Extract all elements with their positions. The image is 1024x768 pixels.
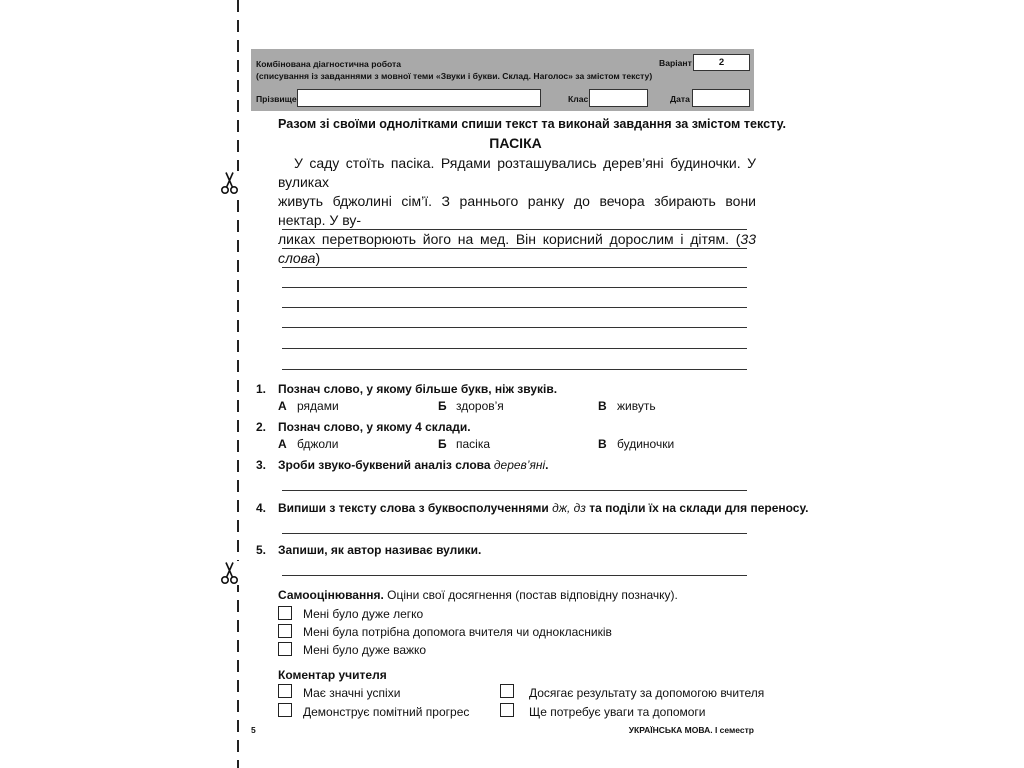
self-assessment-option: Мені було дуже важко xyxy=(303,643,427,657)
self-assessment-checkbox[interactable] xyxy=(278,606,292,620)
story-line: ликах перетворюють його на мед. Він корисний дорослим і дітям. xyxy=(278,231,730,247)
teacher-comment-checkbox[interactable] xyxy=(500,703,514,717)
class-field[interactable] xyxy=(589,89,648,107)
self-assessment-checkbox[interactable] xyxy=(278,624,292,638)
page-number: 5 xyxy=(251,725,256,735)
option-text[interactable]: здоров’я xyxy=(456,399,504,413)
option-text[interactable]: бджоли xyxy=(297,437,339,451)
surname-field[interactable] xyxy=(297,89,541,107)
writing-line[interactable] xyxy=(282,327,747,328)
writing-line[interactable] xyxy=(282,229,747,230)
option-text[interactable]: пасіка xyxy=(456,437,491,451)
teacher-comment-title: Коментар учителя xyxy=(278,668,387,682)
option-text[interactable]: живуть xyxy=(617,399,656,413)
header-title xyxy=(256,58,652,82)
scissors-icon xyxy=(220,561,240,585)
variant-value: 2 xyxy=(693,54,750,71)
word-count: 33 слова xyxy=(278,231,756,266)
teacher-comment-option: Демонструє помітний прогрес xyxy=(303,705,470,719)
self-assessment-title: Самооцінювання. xyxy=(278,588,384,602)
question-text: Запиши, як автор називає вулики. xyxy=(278,543,482,557)
question-number: 1. xyxy=(256,382,267,396)
question-text: Познач слово, у якому 4 склади. xyxy=(278,420,471,434)
story-line: У саду стоїть пасіка. Рядами розташувались дерев’яні будиночки. У вуликах xyxy=(278,155,756,190)
teacher-comment-checkbox[interactable] xyxy=(500,684,514,698)
writing-line[interactable] xyxy=(282,267,747,268)
question-text-main: Зроби звуко-буквений аналіз слова xyxy=(278,458,494,472)
self-assessment-option: Мені було дуже легко xyxy=(303,607,424,621)
option-letter[interactable]: А xyxy=(278,399,287,413)
self-assessment-header xyxy=(278,588,678,602)
writing-line[interactable] xyxy=(282,307,747,308)
option-text[interactable]: рядами xyxy=(297,399,339,413)
cut-line xyxy=(237,0,239,768)
question-number: 2. xyxy=(256,420,267,434)
option-letter[interactable]: В xyxy=(598,399,607,413)
question-text-tail: . xyxy=(545,458,549,472)
scissors-icon xyxy=(220,171,240,195)
question-word: дж, дз xyxy=(552,501,586,515)
story-line: живуть бджолині сім’ї. З раннього ранку до вечора збирають вони нектар. У ву- xyxy=(278,193,756,228)
answer-line[interactable] xyxy=(282,533,747,534)
header-title-line2: (списування із завданнями з мовної теми «Звуки і букви. Склад. Наголос» за змістом тексту) xyxy=(256,71,653,81)
option-letter[interactable]: В xyxy=(598,437,607,451)
question-number: 5. xyxy=(256,543,267,557)
question-text-tail: та поділи їх на склади для переносу. xyxy=(585,501,809,515)
surname-label: Прізвище xyxy=(256,94,297,104)
answer-line[interactable] xyxy=(282,575,747,576)
writing-line[interactable] xyxy=(282,248,747,249)
question-word: дерев’яні xyxy=(493,458,546,472)
instruction-text: Разом зі своїми однолітками спиши текст та виконай завдання за змістом тексту. xyxy=(278,117,787,131)
question-text: Познач слово, у якому більше букв, ніж звуків. xyxy=(278,382,558,396)
writing-line[interactable] xyxy=(282,369,747,370)
teacher-comment-checkbox[interactable] xyxy=(278,684,292,698)
question-text xyxy=(278,501,808,515)
option-text[interactable]: будиночки xyxy=(617,437,675,451)
option-letter[interactable]: Б xyxy=(438,437,447,451)
writing-line[interactable] xyxy=(282,287,747,288)
header-title-line1: Комбінована діагностична робота xyxy=(256,59,402,69)
teacher-comment-option: Має значні успіхи xyxy=(303,686,401,700)
teacher-comment-option: Ще потребує уваги та допомоги xyxy=(529,705,706,719)
option-letter[interactable]: Б xyxy=(438,399,447,413)
answer-line[interactable] xyxy=(282,490,747,491)
story-text: У саду стоїть пасіка. Рядами розташувались дерев’яні будиночки. У вуликах живуть бджолині сім’ї. З раннього ранку до вечора збирають вони нектар. У ву- ликах перетворюють його на мед. Він корисний дорослим і дітям. (33 слова) xyxy=(278,155,756,266)
question-number: 4. xyxy=(256,501,267,515)
date-field[interactable] xyxy=(692,89,750,107)
self-assessment-option: Мені була потрібна допомога вчителя чи однокласників xyxy=(303,625,612,639)
question-text xyxy=(278,458,549,472)
worksheet-header xyxy=(251,49,754,111)
question-number: 3. xyxy=(256,458,267,472)
self-assessment-subtitle: Оціни свої досягнення (постав відповідну позначку). xyxy=(387,588,678,602)
option-letter[interactable]: А xyxy=(278,437,287,451)
class-label: Клас xyxy=(568,94,589,104)
self-assessment-checkbox[interactable] xyxy=(278,642,292,656)
book-title: УКРАЇНСЬКА МОВА. І семестр xyxy=(628,725,754,735)
teacher-comment-checkbox[interactable] xyxy=(278,703,292,717)
story-title: ПАСІКА xyxy=(489,135,542,151)
question-text-main: Випиши з тексту слова з буквосполученнями xyxy=(278,501,553,515)
date-label: Дата xyxy=(670,94,690,104)
teacher-comment-option: Досягає результату за допомогою вчителя xyxy=(529,686,765,700)
variant-label: Варіант xyxy=(659,58,692,68)
writing-line[interactable] xyxy=(282,348,747,349)
